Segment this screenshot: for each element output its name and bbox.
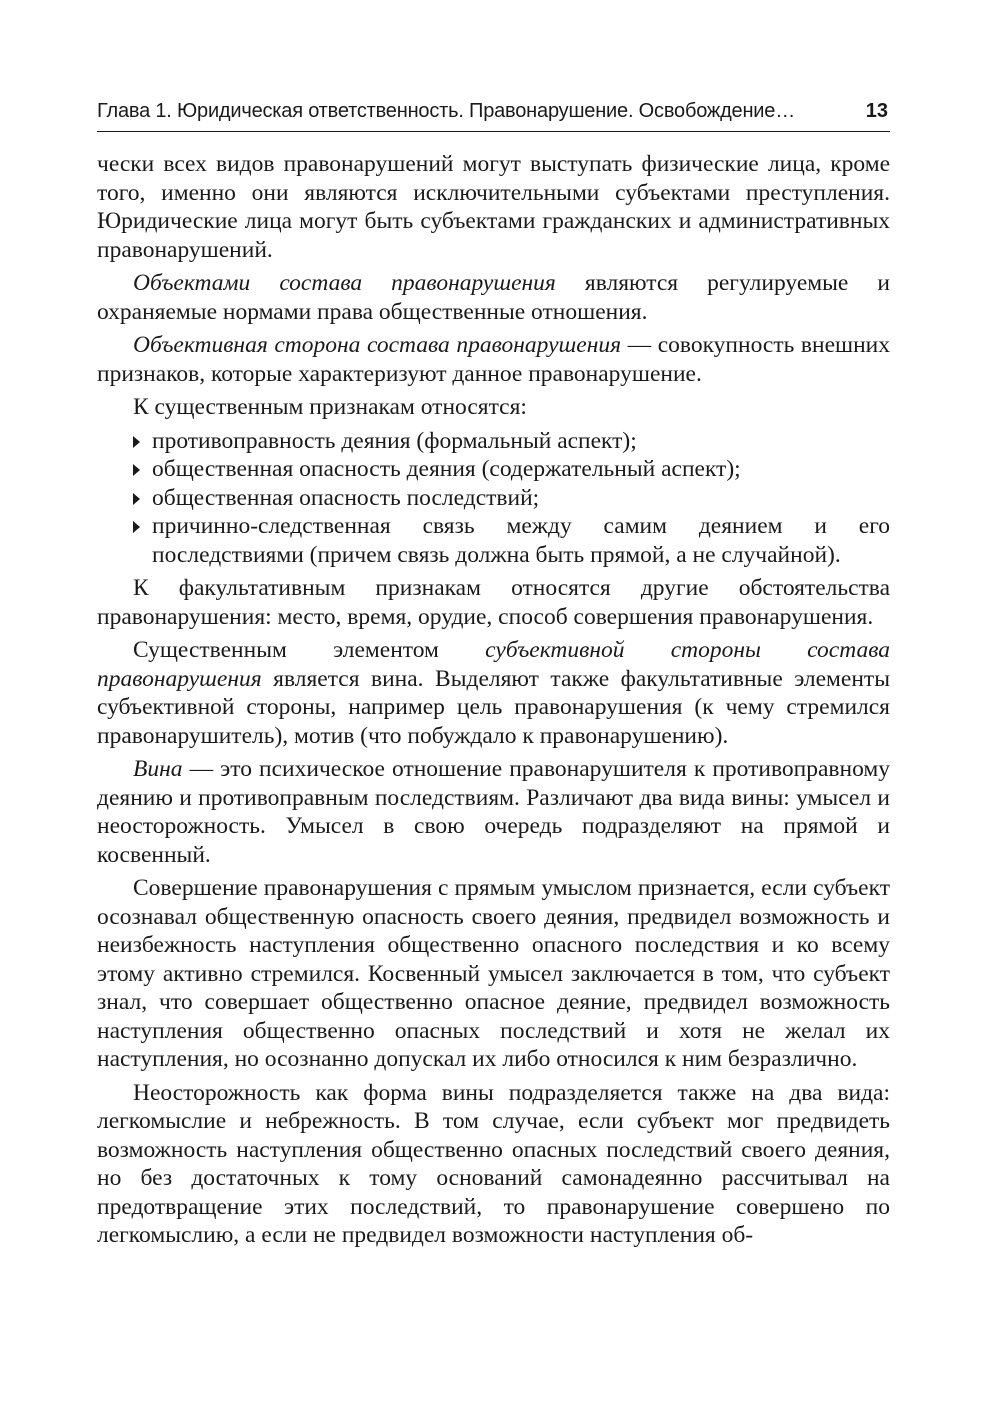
paragraph-2-text: являются регулируемые и охраняемые нормами права общественные отношения. bbox=[97, 270, 890, 325]
paragraph-6 bbox=[97, 636, 890, 750]
essential-features-list bbox=[97, 427, 890, 570]
term-objects: Объектами состава правонарушения bbox=[133, 270, 556, 296]
paragraph-5: К факультативным признакам относятся другие обстоятельства правонарушения: место, время, орудие, способ совершения правонарушения. bbox=[97, 575, 890, 630]
term-objective-side: Объективная сторона состава правонарушения bbox=[133, 332, 622, 358]
list-item bbox=[97, 512, 890, 569]
triangle-bullet-icon bbox=[133, 493, 140, 505]
term-subjective-side: субъективной стороны состава правонарушения bbox=[97, 637, 890, 692]
triangle-bullet-icon bbox=[133, 521, 140, 533]
paragraph-2 bbox=[97, 269, 890, 326]
list-item-text: общественная опасность деяния (содержательный аспект); bbox=[152, 456, 741, 482]
list-item-text: общественная опасность последствий; bbox=[152, 484, 540, 511]
chapter-title: Глава 1. Юридическая ответственность. Правонарушение. Освобождение… bbox=[97, 100, 796, 122]
list-item bbox=[97, 455, 890, 484]
paragraph-1: чески всех видов правонарушений могут выступать физические лица, кроме того, именно они являются исключительными субъектами преступления. Юридические лица могут быть субъектами гражданских и административных правонарушений. bbox=[97, 151, 890, 263]
paragraph-3-text: — совокупность внешних признаков, которые характеризуют данное правонарушение. bbox=[97, 332, 890, 387]
body-text bbox=[97, 150, 890, 1255]
paragraph-4: К существенным признакам относятся: bbox=[133, 394, 527, 420]
running-header bbox=[97, 99, 890, 132]
triangle-bullet-icon bbox=[133, 436, 140, 448]
paragraph-3 bbox=[97, 331, 890, 388]
list-item bbox=[97, 427, 890, 456]
paragraph-7 bbox=[97, 755, 890, 869]
paragraph-6-lead: Существенным элементом bbox=[133, 637, 486, 663]
paragraph-8: Совершение правонарушения с прямым умыслом признается, если субъект осознавал общественную опасность своего деяния, предвидел возможность и неизбежность наступления общественно опасного последствия и ко всему этому активно стремился. Косвенный умысел заключается в том, что субъект знал, что совершает общественно опасное деяние, предвидел возможность наступления общественно опасных последствий и хотя не желал их наступления, но осознанно допускал их либо относился к ним безразлично. bbox=[97, 875, 890, 1072]
paragraph-6-text: является вина. Выделяют также факультативные элементы субъективной стороны, например цель правонарушения (к чему стремился правонарушитель), мотив (что побуждало к правонарушению). bbox=[97, 665, 890, 749]
triangle-bullet-icon bbox=[133, 464, 140, 476]
list-item-text: противоправность деяния (формальный аспект); bbox=[152, 427, 637, 454]
term-guilt: Вина bbox=[133, 756, 183, 782]
list-item bbox=[97, 484, 890, 513]
page-number: 13 bbox=[865, 100, 888, 122]
list-item-text: причинно-следственная связь между самим деянием и его последствиями (причем связь должна быть прямой, а не случайной). bbox=[152, 513, 890, 568]
paragraph-7-text: — это психическое отношение правонарушителя к противоправному деянию и противоправным последствиям. Различают два вида вины: умысел и неосторожность. Умысел в свою очередь подразделяют на прямой и косвенный. bbox=[97, 756, 890, 868]
paragraph-9: Неосторожность как форма вины подразделяется также на два вида: легкомыслие и небрежность. В том случае, если субъект мог предвидеть возможность наступления общественно опасных последствий своего деяния, но без достаточных к тому оснований самонадеянно рассчитывал на предотвращение этих последствий, то правонарушение совершено по легкомыслию, а если не предвидел возможности наступления об- bbox=[97, 1079, 890, 1248]
